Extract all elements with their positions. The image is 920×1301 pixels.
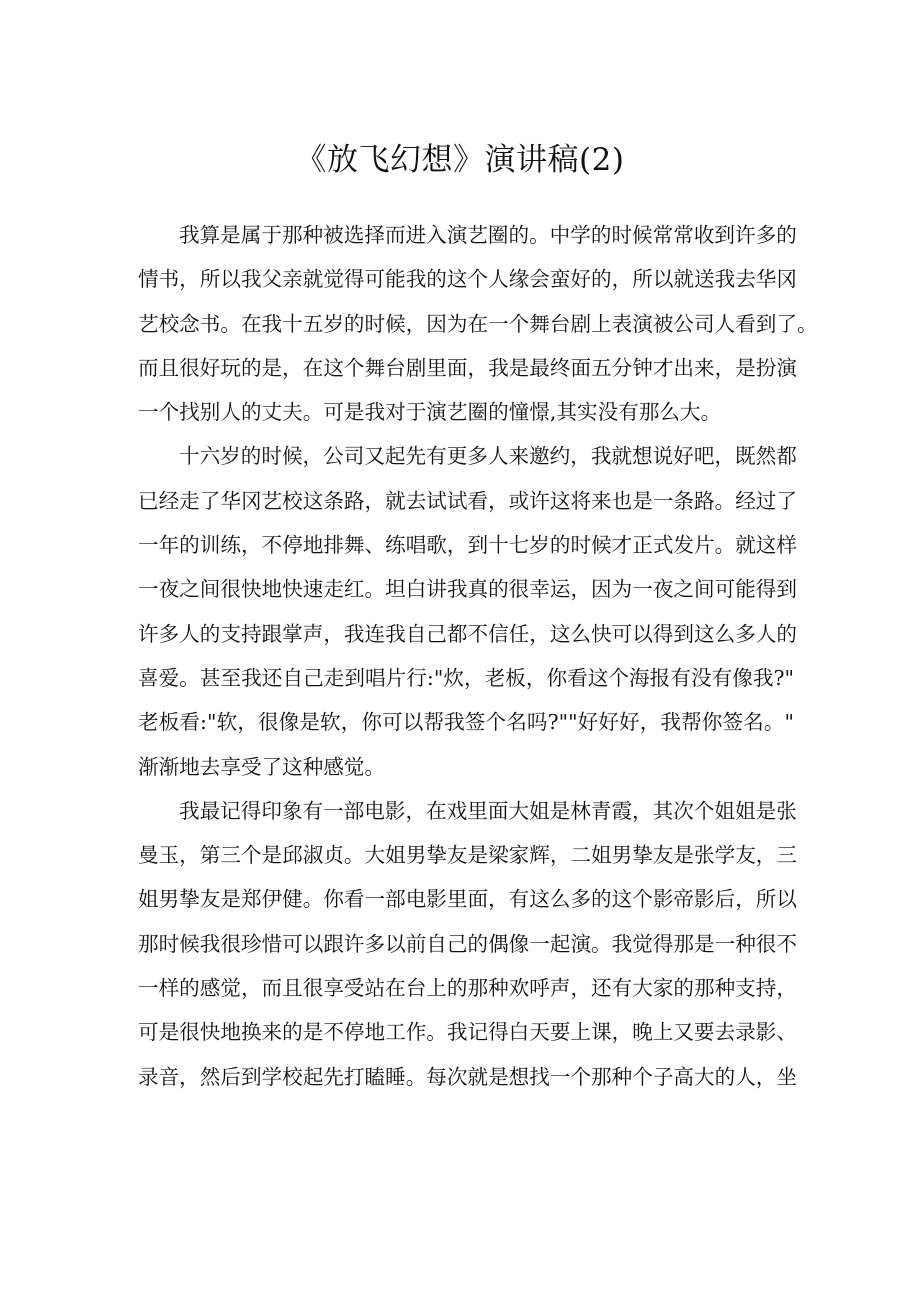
paragraph-line: 渐渐地去享受了这种感觉。	[138, 754, 386, 779]
paragraph-line: 可是很快地换来的是不停地工作。我记得白天要上课，晚上又要去录影、	[138, 1020, 797, 1045]
paragraph-line: 录音，然后到学校起先打瞌睡。每次就是想找一个那种个子高大的人，坐	[138, 1064, 797, 1089]
paragraph-line: 已经走了华冈艺校这条路，就去试试看，或许这将来也是一条路。经过了	[138, 488, 797, 513]
paragraph-line: 我算是属于那种被选择而进入演艺圈的。中学的时候常常收到许多的	[179, 223, 797, 247]
paragraph-line: 十六岁的时候，公司又起先有更多人来邀约，我就想说好吧，既然都	[179, 444, 797, 469]
paragraph-line: 一年的训练，不停地排舞、练唱歌，到十七岁的时候才正式发片。就这样	[138, 533, 797, 558]
paragraph-line: 许多人的支持跟掌声，我连我自己都不信任，这么快可以得到这么多人的	[138, 621, 797, 646]
paragraph-line: 喜爱。甚至我还自己走到唱片行:"炊，老板，你看这个海报有没有像我?"	[138, 665, 794, 690]
paragraph-line: 一样的感觉，而且很享受站在台上的那种欢呼声，还有大家的那种支持，	[138, 976, 797, 1001]
paragraph-line: 老板看:"软，很像是软，你可以帮我签个名吗?""好好好，我帮你签名。"	[138, 710, 794, 735]
paragraph-line: 一夜之间很快地快速走红。坦白讲我真的很幸运，因为一夜之间可能得到	[138, 577, 797, 602]
paragraph-line: 艺校念书。在我十五岁的时候，因为在一个舞台剧上表演被公司人看到了。	[138, 311, 818, 336]
paragraph-line: 情书，所以我父亲就觉得可能我的这个人缘会蛮好的，所以就送我去华冈	[138, 267, 797, 292]
paragraph-line: 那时候我很珍惜可以跟许多以前自己的偶像一起演。我觉得那是一种很不	[138, 931, 797, 956]
paragraph-line: 而且很好玩的是，在这个舞台剧里面，我是最终面五分钟才出来，是扮演	[138, 355, 797, 380]
paragraph-line: 我最记得印象有一部电影，在戏里面大姐是林青霞，其次个姐姐是张	[179, 798, 797, 823]
paragraph-line: 曼玉，第三个是邱淑贞。大姐男挚友是梁家辉，二姐男挚友是张学友，三	[138, 843, 797, 868]
document-title: 《放飞幻想》演讲稿(2)	[295, 142, 625, 178]
document-body	[138, 213, 818, 1099]
paragraph-line: 姐男挚友是郑伊健。你看一部电影里面，有这么多的这个影帝影后，所以	[138, 887, 797, 912]
paragraph-line: 一个找别人的丈夫。可是我对于演艺圈的憧憬,其实没有那么大。	[138, 400, 722, 425]
